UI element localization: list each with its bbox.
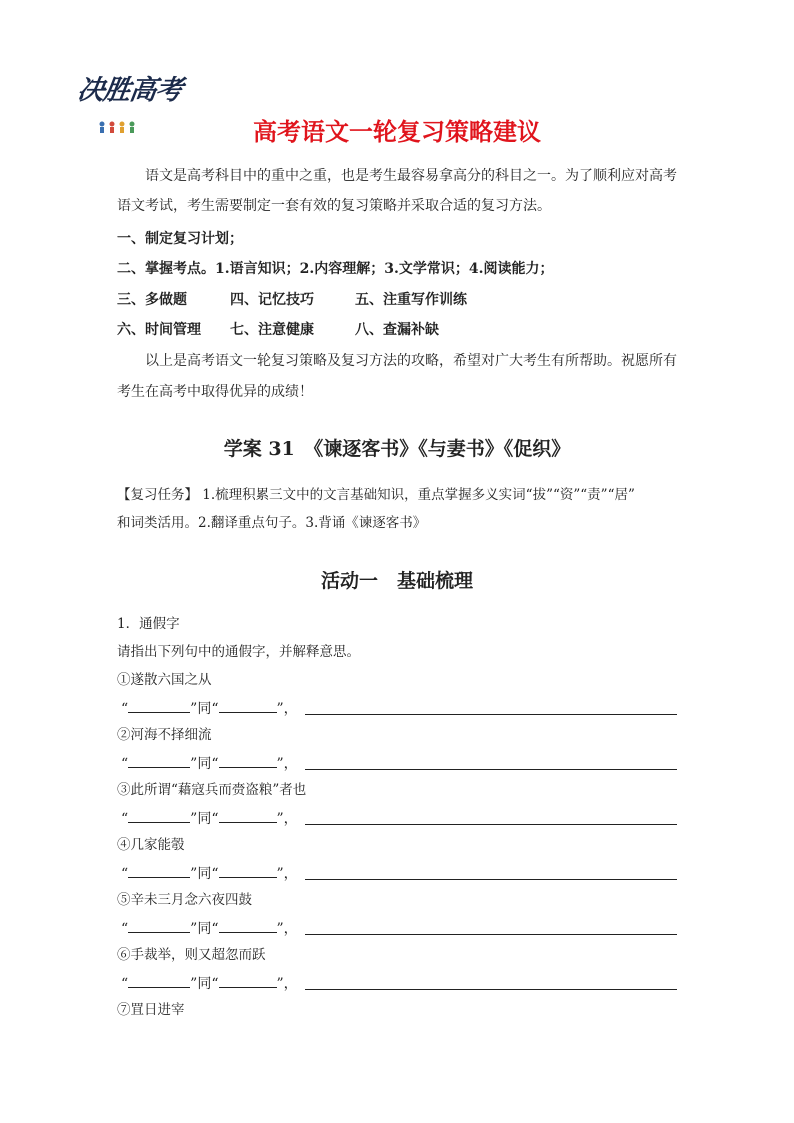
- open-quote: “: [121, 756, 129, 772]
- intro-line-2: 语文考试，考生需要制定一套有效的复习策略并采取合适的复习方法。: [117, 198, 551, 214]
- open-quote: “: [121, 921, 129, 937]
- question-item: ②河海不择细流: [117, 727, 212, 743]
- close-quote: ”，: [276, 976, 298, 992]
- question-item: ④几家能彀: [117, 837, 185, 853]
- tip-row-3-a: 三、多做题: [117, 292, 187, 308]
- answer-blank-same[interactable]: [219, 863, 277, 878]
- open-quote: “: [121, 976, 129, 992]
- answer-line: [121, 753, 298, 773]
- answer-blank-same[interactable]: [219, 918, 277, 933]
- intro-line-1: 语文是高考科目中的重中之重，也是考生最容易拿高分的科目之一。为了顺利应对高考: [145, 168, 677, 184]
- open-quote: “: [121, 811, 129, 827]
- answer-line: [121, 973, 298, 993]
- tip-row-3-c: 五、注重写作训练: [355, 292, 467, 308]
- tip-row-4-b: 七、注意健康: [230, 322, 314, 338]
- answer-blank-same[interactable]: [219, 973, 277, 988]
- question-item: ①遂散六国之从: [117, 672, 212, 688]
- answer-blank-meaning[interactable]: [305, 768, 677, 770]
- open-quote: “: [121, 866, 129, 882]
- lesson-title: 学案 31 《谏逐客书》《与妻书》《促织》: [223, 438, 571, 460]
- answer-blank-meaning[interactable]: [305, 713, 677, 715]
- answer-line: [121, 808, 298, 828]
- answer-blank-char[interactable]: [128, 863, 190, 878]
- task-line-2: 和词类活用。2.翻译重点句子。3.背诵《谏逐客书》: [117, 515, 427, 531]
- answer-blank-char[interactable]: [128, 753, 190, 768]
- answer-blank-char[interactable]: [128, 918, 190, 933]
- close-quote: ”，: [276, 921, 298, 937]
- close-quote: ”，: [276, 756, 298, 772]
- page-title: 高考语文一轮复习策略建议: [253, 118, 541, 146]
- answer-blank-char[interactable]: [128, 698, 190, 713]
- answer-blank-same[interactable]: [219, 698, 277, 713]
- answer-line: [121, 698, 298, 718]
- same-as-text: ”同“: [190, 756, 219, 772]
- close-quote: ”，: [276, 811, 298, 827]
- section-heading: 1．通假字: [117, 616, 180, 632]
- tip-item-2: 二、掌握考点。1.语言知识；2.内容理解；3.文学常识；4.阅读能力；: [117, 261, 554, 277]
- tip-row-4-c: 八、查漏补缺: [355, 322, 439, 338]
- answer-blank-char[interactable]: [128, 973, 190, 988]
- activity-title: 活动一 基础梳理: [320, 570, 473, 592]
- tip-row-4-a: 六、时间管理: [117, 322, 201, 338]
- logo-text: 决胜高考: [75, 75, 184, 106]
- closing-line-2: 考生在高考中取得优异的成绩！: [117, 384, 313, 400]
- answer-blank-char[interactable]: [128, 808, 190, 823]
- question-item: ③此所谓“藉寇兵而赍盗粮”者也: [117, 782, 307, 798]
- answer-line: [121, 863, 298, 883]
- answer-blank-same[interactable]: [219, 753, 277, 768]
- same-as-text: ”同“: [190, 811, 219, 827]
- closing-line-1: 以上是高考语文一轮复习策略及复习方法的攻略，希望对广大考生有所帮助。祝愿所有: [145, 353, 677, 369]
- section-instruction: 请指出下列句中的通假字，并解释意思。: [117, 644, 360, 660]
- same-as-text: ”同“: [190, 976, 219, 992]
- close-quote: ”，: [276, 701, 298, 717]
- close-quote: ”，: [276, 866, 298, 882]
- answer-line: [121, 918, 298, 938]
- tip-row-3-b: 四、记忆技巧: [230, 292, 314, 308]
- answer-blank-meaning[interactable]: [305, 933, 677, 935]
- task-line-1: 【复习任务】 1.梳理积累三文中的文言基础知识，重点掌握多义实词“拔”“资”“责”“居”: [117, 487, 635, 503]
- open-quote: “: [121, 701, 129, 717]
- answer-blank-same[interactable]: [219, 808, 277, 823]
- question-item: ⑥手裁举，则又超忽而跃: [117, 947, 266, 963]
- same-as-text: ”同“: [190, 866, 219, 882]
- question-item: ⑦罝日进宰: [117, 1002, 185, 1018]
- answer-blank-meaning[interactable]: [305, 878, 677, 880]
- same-as-text: ”同“: [190, 921, 219, 937]
- answer-blank-meaning[interactable]: [305, 988, 677, 990]
- question-item: ⑤辛未三月念六夜四鼓: [117, 892, 252, 908]
- same-as-text: ”同“: [190, 701, 219, 717]
- tip-item-1: 一、制定复习计划；: [117, 231, 243, 247]
- answer-blank-meaning[interactable]: [305, 823, 677, 825]
